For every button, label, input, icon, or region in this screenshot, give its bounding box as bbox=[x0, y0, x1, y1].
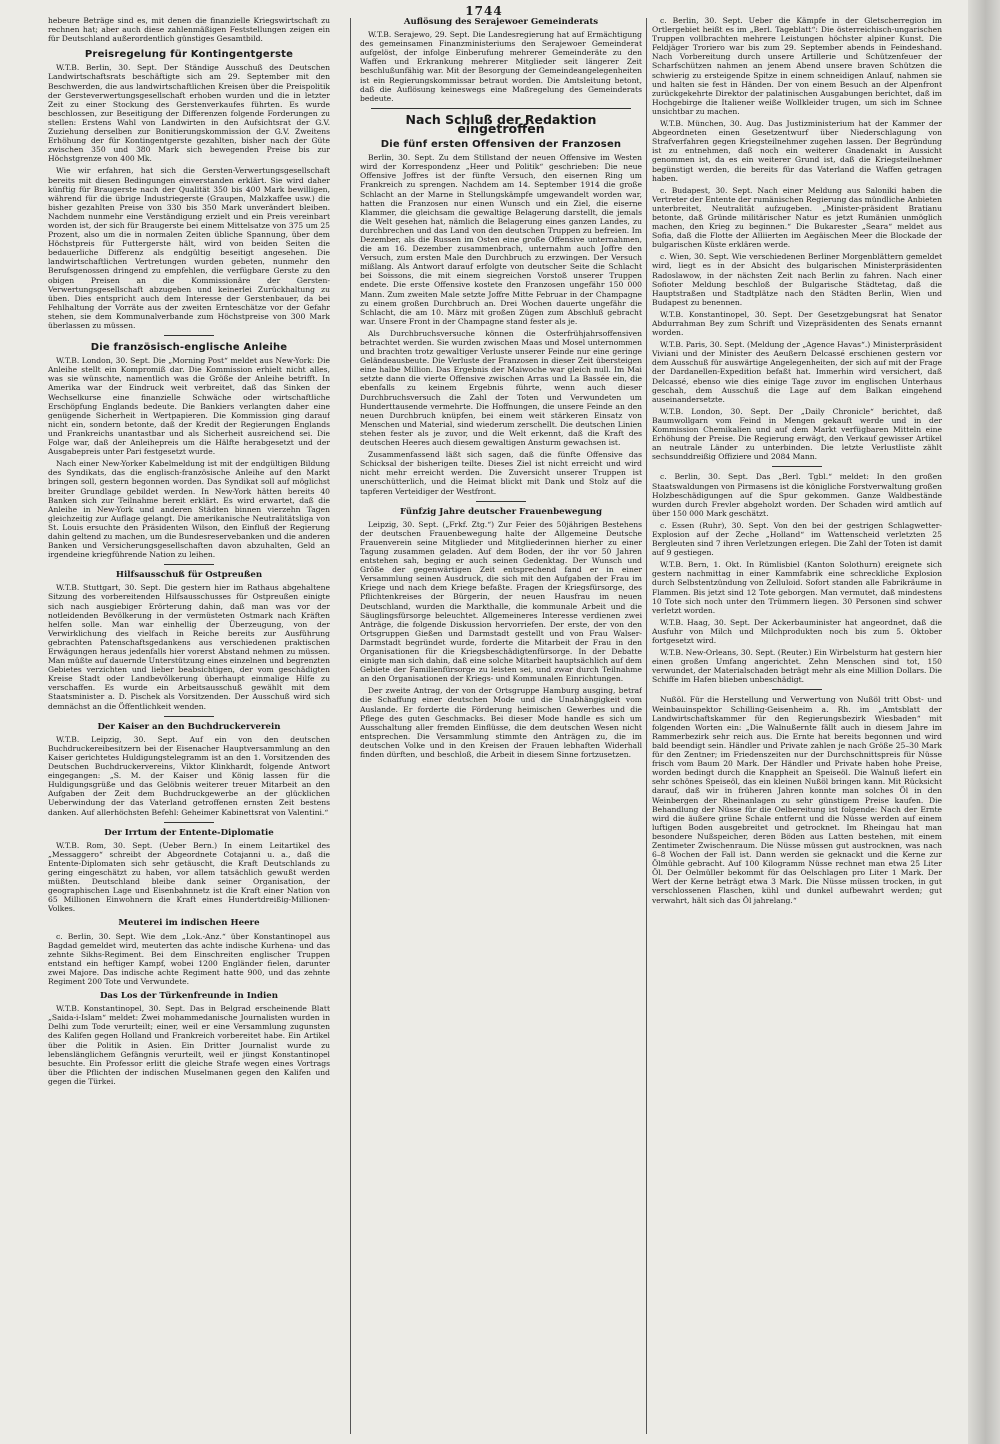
column-2 bbox=[360, 16, 642, 1436]
news-item: W.T.B. Paris, 30. Sept. (Meldung der „Agence Havas“.) Ministerpräsident Viviani und der Minister des Aeußern Delcassé erschienen gestern vor dem Ausschuß für auswärtige Angelegenheiten, der sich auf mit der Frage der Dardanellen-Expedition befaßt hat. Immerhin wird versichert, daß Delcassé, ebenso wie dies einige Tage zuvor im englischen Unterhaus geschah, dem Ausschuß die Lage auf dem Balkan eingehend auseinandersetzte. bbox=[652, 340, 942, 404]
separator bbox=[164, 822, 214, 823]
column-3 bbox=[652, 16, 942, 1436]
news-item: W.T.B. Haag, 30. Sept. Der Ackerbauminister hat angeordnet, daß die Ausfuhr von Milch und Milchprodukten noch bis zum 5. Oktober fortgesetzt wird. bbox=[652, 617, 942, 645]
article-title-tuerkenfreunde: Das Los der Türkenfreunde in Indien bbox=[99, 991, 279, 1002]
column-rule-1 bbox=[350, 18, 351, 1434]
separator bbox=[772, 466, 822, 467]
news-item: Nußöl. Für die Herstellung und Verwertung von Nußöl tritt Obst- und Weinbauinspektor Schilling-Geisenheim a. Rh. im „Amtsblatt der Landwirtschaftskammer für den Regierungsbezirk Wiesbaden“ mit folgenden Worten ein: „Die Walnußernte fällt auch in diesem Jahre im Rammerbezirk sehr reich aus. Die Ernte hat bereits begonnen und wird bald beendigt sein. Händler und Private zahlen je nach Größe 25–30 Mark für den Zentner; im Friedenszeiten nur der Durchschnittspreis für Nüsse frisch vom Baum 20 Mark. Der Händler und Private haben hohe Preise, worden bedingt durch die Knappheit an Speiseöl. Die Walnuß liefert ein sehr schönes Speiseöl, das ein kleinen Nußöl bringen kann. Mit Rücksicht darauf, daß wir in früheren Jahren konnte man solches Öl in den Weinbergen der Rheinanlagen zu sehr günstigem Preise kaufen. Die Behandlung der Nüsse für die Oelbereitung ist folgende: Nach der Ernte wird die äußere grüne Schale entfernt und die Nüsse werden auf einem luftigen Boden ausgebreitet und getrocknet. Im Rheingau hat man besondere Nußspeicher, deren Böden aus Latten bestehen, mit einem Zentimeter Zwischenraum. Die Nüsse müssen gut austrocknen, was nach 6–8 Wochen der Fall ist. Dann werden sie geknackt und die Kerne zur Ölmühle gebracht. Auf 100 Kilogramm Nüsse rechnet man etwa 25 Liter Öl. Der Oelmüller bekommt für das Oelschlagen pro Liter 1 Mark. Der Wert der Kerne beträgt etwa 3 Mark. Die Nüsse müssen trocken, in gut verschlossenen Flaschen, kühl und dunkel aufbewahrt werden; gut verwahrt, hält sich das Öl jahrelang.“ bbox=[652, 695, 942, 905]
news-item: c. Essen (Ruhr), 30. Sept. Von den bei der gestrigen Schlagwetter-Explosion auf der Zeche „Holland“ im Wattenscheid verletzten 25 Bergleuten sind 7 ihren Verletzungen erlegen. Die Zahl der Toten ist damit auf 9 gestiegen. bbox=[652, 520, 942, 558]
section-title-nach-schluss: Nach Schluß der Redaktion eingetroffen bbox=[405, 111, 597, 136]
article-text: Der zweite Antrag, der von der Ortsgruppe Hamburg ausging, betraf die Schaffung einer deutschen Mode und die Unabhängigkeit vom Auslande. Er forderte die Förderung heimischen Gewerbes und die Pflege des guten Geschmacks. Bei dieser Mode handle es sich um Ausschaltung aller fremden Einflüsse, die dem deutschen Wesen nicht entsprechen. Die Versammlung stimmte den Anträgen zu, die im deutschen Volke und in den Kreisen der Frauen lebhaften Widerhall finden dürften, und beschloß, die Arbeit in diesem Sinne fortzusetzen. bbox=[360, 686, 642, 760]
article-text: W.T.B. Berlin, 30. Sept. Der Ständige Ausschuß des Deutschen Landwirtschaftsrats beschäftigte sich am 29. September mit den Beschwerden, die aus landwirtschaftlichen Kreisen über die Preispolitik der Gersteverwertungsgesellschaft erhoben wurden und die in letzter Zeit zu einer Stockung des Gerstenverkaufes führten. Es wurde beschlossen, zur Beseitigung der Differenzen folgende Forderungen zu stellen: Erstens Wahl von Landwirten in den Aufsichtsrat der G.V. Zuziehung derselben zur Bonitierungskommission der G.V. Zweitens Erhöhung der für Kontingentgerste gezahlten, bisher nach der Güte zwischen 350 und 380 Mark sich bewegenden Preise bis zur Höchstgrenze von 400 Mk. bbox=[48, 63, 330, 164]
article-text: Berlin, 30. Sept. Zu dem Stillstand der neuen Offensive im Westen wird der Korrespondenz „Heer und Politik“ geschrieben: Die neue Offensive Joffres ist der fünfte Versuch, den eisernen Ring um Frankreich zu sprengen. Nachdem am 14. September 1914 die große Schlacht an der Marne in Stellungskämpfe umgewandelt worden war, hatten die Franzosen nur einen Wunsch und ein Ziel, die eiserne Klammer, die gleichsam die gewaltige Belagerung darstellt, die jemals die Welt gesehen hat, nämlich die Belagerung eines ganzen Landes, zu durchbrechen und das Land von den deutschen Truppen zu befreien. Im Dezember, als die Russen im Osten eine große Offensive unternahmen, die am 16. Dezember zusammenbrach, unternahm auch Joffre den Versuch, zum ersten Male den Durchbruch zu erzwingen. Der Versuch mißlang. Als Antwort darauf erfolgte von deutscher Seite die Schlacht bei Soissons, die mit einem siegreichen Vorstoß unserer Truppen endete. Die erste Offensive kostete den Franzosen ungefähr 150 000 Mann. Zum zweiten Male setzte Joffre Mitte Februar in der Champagne zu einem großen Durchbruch an. Drei Wochen dauerte ungefähr die Schlacht, die am 10. März mit großen Zügen zum Abschluß gebracht war. Unsere Front in der Champagne stand fester als je. bbox=[360, 153, 642, 326]
article-title-meuterei: Meuterei im indischen Heere bbox=[118, 918, 260, 929]
news-item: c. Wien, 30. Sept. Wie verschiedenen Berliner Morgenblättern gemeldet wird, liegt es in der Absicht des bulgarischen Ministerpräsidenten Radoslawow, in der nächsten Zeit nach Berlin zu fahren. Nach einer Sofioter Meldung beschloß der Bulgarische Städtetag, daß die Hauptstraßen und Stadtplätze nach den Städten Berlin, Wien und Budapest zu benennen. bbox=[652, 252, 942, 307]
article-text: W.T.B. London, 30. Sept. Die „Morning Post“ meldet aus New-York: Die Anleihe stellt ein Kompromiß dar. Die Kommission erhielt nicht alles, was sie wünschte, namentlich was die Größe der Anleihe betrifft. In Amerika war der Eindruck weit verbreitet, daß das Sinken der Wechselkurse eine finanzielle Schwäche oder wirtschaftliche Erschöpfung Englands bedeute. Die Bankiers verlangten daher eine genügende Sicherheit in Wertpapieren. Die Kommission ging darauf nicht ein, sondern betonte, daß der Kredit der Regierungen Englands und Frankreichs unantastbar und als Sicherheit ausreichend sei. Die Folge war, daß der Anleihepreis um die Hälfte herabgesetzt und der Ausgabepreis unter Pari festgesetzt wurde. bbox=[48, 356, 330, 457]
news-item: W.T.B. New-Orleans, 30. Sept. (Reuter.) Ein Wirbelsturm hat gestern hier einen großen Umfang angerichtet. Zehn Menschen sind tot, 150 verwundet, der Materialschaden beträgt mehr als eine Million Dollars. Die Schiffe im Hafen blieben unbeschädigt. bbox=[652, 648, 942, 685]
page-edge-shadow bbox=[968, 0, 1000, 1444]
separator bbox=[164, 716, 214, 717]
separator bbox=[772, 689, 822, 690]
news-item: c. Berlin, 30. Sept. Ueber die Kämpfe in der Gletscherregion im Ortlergebiet heißt es im „Berl. Tageblatt“: Die österreichisch-ungarischen Truppen vollbrachten mehrere Leistungen höchster alpiner Kunst. Die Feldjäger Troriero war bis zum 29. September abends in Feindeshand. Nach Vorbereitung durch unsere Artillerie und Schützenfeuer der Scharfschützen nahmen an jenem Abend unsere braven Schützen die schwierig zu ersteigende Spitze in einem schneidigen Anlauf, nahmen sie und halten sie fest in Händen. Der von einem Besuch an der Alpenfront zurückgekehrte Direktor der palatinischen Ausgabungen berichtet, daß im Hochgebirge die Italiener weiße Wollkleider trugen, um sich im Schnee unsichtbar zu machen. bbox=[652, 16, 942, 116]
news-item: W.T.B. Bern, 1. Okt. In Rümlisbiel (Kanton Solothurn) ereignete sich gestern nachmittag in einer Kammfabrik eine schreckliche Explosion durch Selbstentzündung von Zelluloid. Sofort standen alle Fabrikräume in Flammen. Bis jetzt sind 12 Tote geborgen. Man vermutet, daß mindestens 10 Tote sich noch unter den Trümmern liegen. 30 Personen sind schwer verletzt worden. bbox=[652, 560, 942, 615]
separator bbox=[164, 564, 214, 565]
page-number: 1744 bbox=[465, 4, 503, 18]
article-text: Nach einer New-Yorker Kabelmeldung ist mit der endgültigen Bildung des Syndikats, das die englisch-französische Anleihe auf den Markt bringen soll, gestern begonnen worden. Das Syndikat soll auf möglichst breiter Grundlage gebildet werden. In New-York hätten bereits 40 Banken sich zur Teilnahme bereit erklärt. Es wird erwartet, daß die Anleihe in New-York und anderen Städten binnen vierzehn Tagen gleichzeitig zur Auflage gelangt. Die amerikanische Neutralitätsliga von St. Louis ersuchte den Präsidenten Wilson, den Einfluß der Regierung dahin geltend zu machen, um die Bundesreservebanken und die anderen Banken und Versicherungsgesellschaften davon abzuhalten, Geld an irgendeine kriegführende Nation zu leihen. bbox=[48, 459, 330, 560]
intro-paragraph: hebeure Beträge sind es, mit denen die finanzielle Kriegswirtschaft zu rechnen hat; aber auch diese zahlenmäßigen Feststellungen zeigen ein für Deutschland außerordentlich günstiges Gesamtbild. bbox=[48, 16, 330, 44]
article-title-frauenbewegung: Fünfzig Jahre deutscher Frauenbewegung bbox=[399, 506, 603, 517]
article-text: Als Durchbruchsversuche können die Osterfrühjahrsoffensiven betrachtet werden. Sie wurden zwischen Maas und Mosel unternommen und brachten trotz gewaltiger Verluste unserer Feinde nur eine geringe Geländeausbeute. Die Verluste der Franzosen in dieser Zeit übersteigen eine halbe Million. Das Ergebnis der Maiwoche war gleich null. Im Mai setzte dann die vierte Offensive zwischen Arras und La Bassée ein, die ebenfalls zu keinem Ergebnis führte, wenn auch dieser Durchbruchsversuch die Zahl der Toten und Verwundeten um Hunderttausende vermehrte. Die Hoffnungen, die unsere Feinde an den neuen Durchbruch knüpfen, bei einem weit stärkeren Einsatz von Menschen und Material, sind wiederum zerschellt. Die deutschen Linien stehen fester als je zuvor, und die Welt erkennt, daß die Kraft des deutschen Heeres auch diesem gewaltigen Ansturm gewachsen ist. bbox=[360, 328, 642, 448]
article-text: c. Berlin, 30. Sept. Wie dem „Lok.-Anz.“ über Konstantinopel aus Bagdad gemeldet wird, meuterten das achte indische Kurhena- und das zehnte Sikhs-Regiment. Bei dem Einschreiten englischer Truppen entstand ein heftiger Kampf, wobei 1200 Engländer fielen, darunter zwei Majore. Das indische achte Regiment hatte 900, und das zehnte Regiment 200 Tote und Verwundete. bbox=[48, 931, 330, 986]
article-title-preisregelung: Preisregelung für Kontingentgerste bbox=[84, 49, 294, 61]
article-title-ostpreussen: Hilfsausschuß für Ostpreußen bbox=[115, 570, 263, 581]
news-item: W.T.B. München, 30. Aug. Das Justizministerium hat der Kammer der Abgeordneten einen Gesetzentwurf über Niederschlagung von Strafverfahren gegen Kriegsteilnehmer zugehen lassen. Der Begründung ist zu entnehmen, daß noch ein weiterer Gnadenakt in Aussicht genommen ist, da es ein weiterer Grund ist, daß die Kriegsteilnehmer begünstigt werden, die bereits für das Vaterland die Waffen getragen haben. bbox=[652, 119, 942, 183]
separator bbox=[371, 108, 631, 109]
article-text: W.T.B. Rom, 30. Sept. (Ueber Bern.) In einem Leitartikel des „Messaggero“ schreibt der Abgeordnete Cotajanni u. a., daß die Entente-Diplomaten sich sehr getäuscht, die Kraft Deutschlands zu gering eingeschätzt zu haben, vor allem tatsächlich gewußt werden müßten. Deutschland bleibe dank seiner Organisation, der geographischen Lage und Eisenbahnnetz ist die Kraft einer Nation von 65 Millionen Einwohnern die Kraft eines Hundertdreißig-Millionen-Volkes. bbox=[48, 840, 330, 914]
column-rule-2 bbox=[646, 18, 647, 1434]
article-text: W.T.B. Serajewo, 29. Sept. Die Landesregierung hat auf Ermächtigung des gemeinsamen Finanzministeriums den Serajewoer Gemeinderat aufgelöst, der infolge Einberufung mehrerer Gemeinderäte zu den Waffen und Erkrankung mehrerer Mitglieder seit längerer Zeit beschlußunfähig war. Mit der Besorgung der Gemeindeangelegenheiten ist ein Regierungskommissar betraut worden. Die Amtsleitung betont, daß die Auflösung keineswegs eine Maßregelung des Gemeinderats bedeute. bbox=[360, 30, 642, 103]
separator bbox=[476, 501, 526, 502]
article-title-anleihe: Die französisch-englische Anleihe bbox=[90, 342, 288, 354]
article-title-offensiven: Die fünf ersten Offensiven der Franzosen bbox=[380, 139, 622, 151]
article-text: Wie wir erfahren, hat sich die Gersten-Verwertungsgesellschaft bereits mit diesen Bedingungen einverstanden erklärt. Sie wird daher künftig für Braugerste nach der Qualität 350 bis 400 Mark bewilligen, während für die übrige Industriegerste (Graupen, Malzkaffee usw.) die bisher gezahlten Preise von 330 bis 350 Mark unverändert bleiben. Nachdem nunmehr eine Verständigung erzielt und ein Preis vereinbart worden ist, der sich für Braugerste bei einem Mittelsatze von 375 um 25 Prozent, also um die in normalen Zeiten übliche Spannung, über dem Höchstpreis für Futtergerste hält, wird von beiden Seiten die bedauerliche Differenz als endgültig beseitigt angesehen. Die landwirtschaftlichen Vertretungen wurden gebeten, nunmehr den Berufsgenossen dringend zu empfehlen, die verfügbare Gerste zu den obigen Preisen an die Kommissionäre der Gersten-Verwertungsgesellschaft abzugeben und keinerlei Zurückhaltung zu üben. Dies entspricht auch dem Interesse der Gerstenbauer, da bei Fehlhaltung der Vorräte aus der zweiten Ernteschätze vor der Gefahr stehen, sie dem Kommunalverbande zum Höchstpreise von 300 Mark überlassen zu müssen. bbox=[48, 166, 330, 330]
article-text: Leipzig, 30. Sept. („Frkf. Ztg.“) Zur Feier des 50jährigen Bestehens der deutschen Frauenbewegung halte der Allgemeine Deutsche Frauenverein seine Mitglieder und Mitgliederinnen hierher zu einer Tagung zusammen geladen. Auf dem Boden, der ihr vor 50 Jahren entstehen sah, beging er auch seinen Gedenktag. Der Wunsch und Größe der gegenwärtigen Zeit entsprechend fand er in einer Versammlung seinen Ausdruck, die sich mit den Aufgaben der Frau im Kriege und nach dem Kriege befaßte. Fragen der Kriegsfürsorge, des Pflichtenkreises der Bürgerin, der neuen Hausfrau im neuen Deutschland, wurden die Markthalle, die kommunale Arbeit und die Säuglingsfürsorge beleuchtet. Allgemeineres Interesse verdienen zwei Anträge, die folgende Diskussion hervorriefen. Der erste, der von den Ortsgruppen Gießen und Darmstadt gestellt und von Frau Walser-Darmstadt begründet wurde, forderte die Mitarbeit der Frau in den Organisationen für die Kriegsbeschädigtenfürsorge. In der Debatte einigte man sich dahin, daß eine solche Mitarbeit hauptsächlich auf dem Gebiete der Familienfürsorge zu leisten sei, und zwar durch Teilnahme an den Organisationen der Kriegs- und Kommunalen Einrichtungen. bbox=[360, 519, 642, 684]
article-text: W.T.B. Konstantinopel, 30. Sept. Das in Belgrad erscheinende Blatt „Saida-i-Islam“ meldet: Zwei mohammedanische Journalisten wurden in Delhi zum Tode verurteilt; einer, weil er eine Versammlung zugunsten des Kalifen gegen Holland und Frankreich vorbereitet habe. Ein Artikel über die Politik in Asien. Ein Dritter Journalist wurde zu lebenslänglichem Gefängnis verurteilt, weil er jüngst Konstantinopel besuchte. Ein Professor erlitt die gleiche Strafe wegen eines Vortrags über die Pflichten der indischen Muselmanen gegen den Kalifen und gegen die Türkei. bbox=[48, 1004, 330, 1086]
article-title-serajewo: Auflösung des Serajewoer Gemeinderats bbox=[403, 17, 599, 27]
article-title-kaiser: Der Kaiser an den Buchdruckerverein bbox=[97, 721, 281, 732]
article-text: Zusammenfassend läßt sich sagen, daß die fünfte Offensive das Schicksal der bisherigen teilte. Dieses Ziel ist nicht erreicht und wird nicht mehr erreicht werden. Die Zuversicht unserer Truppen ist unerschütterlich, und die Heimat blickt mit Dank und Stolz auf die tapferen Verteidiger der Westfront. bbox=[360, 450, 642, 496]
article-title-irrtum: Der Irrtum der Entente-Diplomatie bbox=[104, 827, 274, 838]
article-text: W.T.B. Leipzig, 30. Sept. Auf ein von den deutschen Buchdruckereibesitzern bei der Eisenacher Hauptversammlung an den Kaiser gerichtetes Huldigungstelegramm ist an den 1. Vorsitzenden des Deutschen Buchdruckervereins, Viktor Klinkhardt, folgende Antwort eingegangen: „S. M. der Kaiser und König lassen für die Huldigungsgrüße und das Gelöbnis weiterer treuer Mitarbeit an den Aufgaben der Zeit dem Buchdruckgewerbe an der glücklichen Ueberwindung der das Vaterland getroffenen ernsten Zeit bestens danken. Auf allerhöchsten Befehl: Geheimer Kabinettsrat von Valentini.“ bbox=[48, 734, 330, 817]
news-item: W.T.B. London, 30. Sept. Der „Daily Chronicle“ berichtet, daß Baumwollgarn vom Feind in Mengen gekauft werde und in der Kommission Chemikalien und auf dem Markt verfügbaren Mitteln eine Erhöhung der Preise. Die Regierung erwägt, den Verkauf gewisser Artikel an neutrale Länder zu unterbinden. Die letzte Verlustliste zählt sechsunddreißig Offiziere und 2084 Mann. bbox=[652, 406, 942, 462]
column-1 bbox=[48, 16, 330, 1436]
separator bbox=[164, 335, 214, 336]
news-item: c. Berlin, 30. Sept. Das „Berl. Tgbl.“ meldet: In den großen Staatswaldungen von Pirmasens ist die königliche Forstverwaltung großen Holzbeschädigungen auf die Spur gekommen. Ganze Waldbestände wurden durch Frevler abgeholzt worden. Der Schaden wird amtlich auf über 150 000 Mark geschätzt. bbox=[652, 472, 942, 518]
news-item: W.T.B. Konstantinopel, 30. Sept. Der Gesetzgebungsrat hat Senator Abdurrahman Bey zum Schrift und Vizepräsidenten des Senats ernannt worden. bbox=[652, 309, 942, 338]
article-text: W.T.B. Stuttgart, 30. Sept. Die gestern hier im Rathaus abgehaltene Sitzung des vorbereitenden Hilfsausschusses für Ostpreußen einigte sich nach ausgiebiger Erörterung dahin, daß man was vor der notleidenden Bevölkerung in der vermüsteten Ostmark nach Kräften helfen solle. Man war einhellig der Überzeugung, von der Verwirklichung des vielfach in Reiche bereits zur Ausführung gebrachten Patenschaftsgedankens aus verschiedenen praktischen Erwägungen heraus jedenfalls hier vorerst Abstand nehmen zu müssen. Man müßte auf dauernde Unterstützung eines einzelnen und begrenzten Gebietes verzichten und lieber beabsichtigen, der vom geschädigten Kreise Stadt oder Landbevölkerung überhaupt einmalige Hilfe zu verschaffen. Es wurde ein Arbeitsausschuß gewählt mit dem Staatsminister a. D. Pischek als Vorsitzenden. Der Ausschuß wird sich demnächst an die Öffentlichkeit wenden. bbox=[48, 583, 330, 711]
news-item: c. Budapest, 30. Sept. Nach einer Meldung aus Saloniki haben die Vertreter der Entente der rumänischen Regierung das mündliche Anbieten unterbreitet, Neutralität aufzugeben. „Minister-präsident Bratianu betonte, daß Gründe militärischer Natur es jetzt Rumänien unmöglich machen, den Krieg zu beginnen.“ Die Bukarester „Seara“ meldet aus Sofia, daß die Flotte der Alliierten im Aegäischen Meer die Blockade der bulgarischen Küste erklären werde. bbox=[652, 185, 942, 250]
